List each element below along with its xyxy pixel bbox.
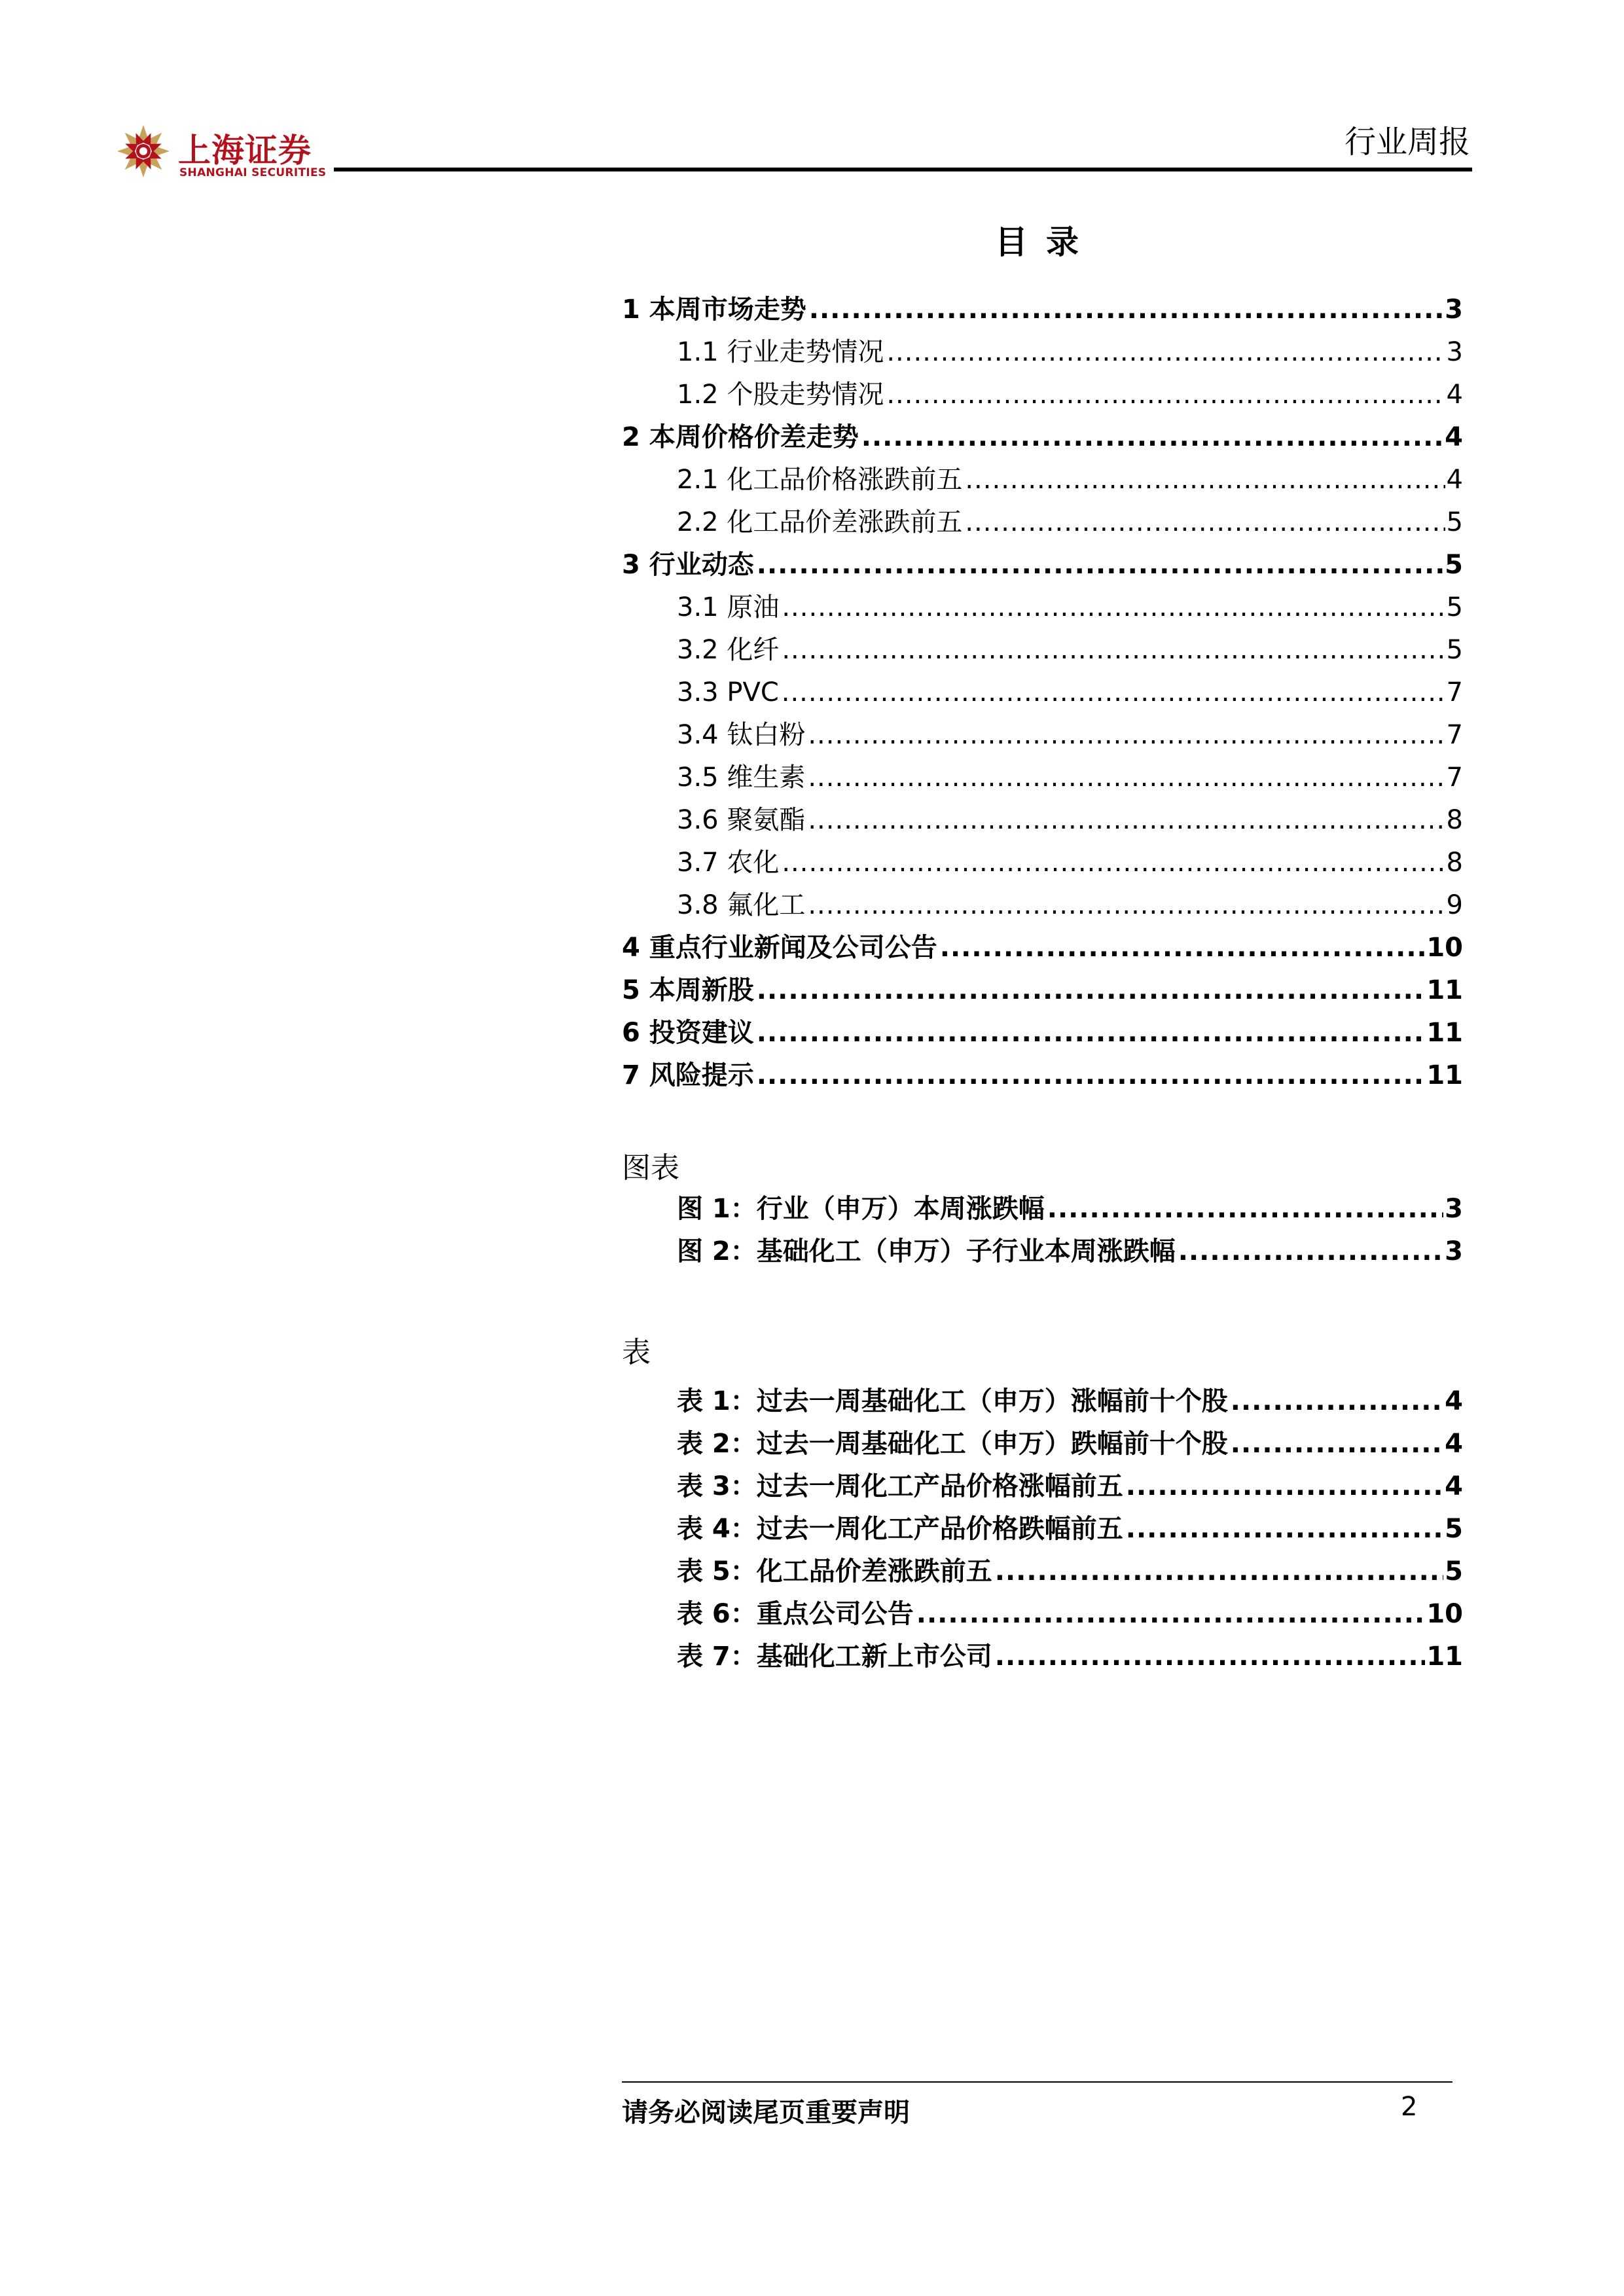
toc-item[interactable]: 3 行业动态 ..... 5 — [622, 538, 1463, 581]
page-number: 2 — [1401, 2092, 1418, 2122]
toc-item[interactable]: 3.6 聚氨酯 ..... 8 — [622, 793, 1463, 836]
tables-list — [622, 1374, 1463, 1672]
header-divider — [334, 168, 1472, 171]
company-logo — [115, 123, 327, 188]
toc-item[interactable]: 5 本周新股 ..... 11 — [622, 963, 1463, 1006]
figures-heading: 图表 — [622, 1151, 679, 1185]
footer-disclaimer: 请务必阅读尾页重要声明 — [622, 2098, 910, 2128]
document-type: 行业周报 — [1344, 124, 1470, 160]
table-item[interactable]: 表 1：过去一周基础化工（申万）涨幅前十个股 ..... 4 — [622, 1374, 1463, 1417]
toc-item[interactable]: 3.7 农化 ..... 8 — [622, 836, 1463, 878]
toc-item[interactable]: 1.1 行业走势情况 ..... 3 — [622, 325, 1463, 368]
toc-item[interactable]: 3.8 氟化工 ..... 9 — [622, 878, 1463, 921]
toc-item[interactable]: 3.2 化纤 ..... 5 — [622, 623, 1463, 666]
toc-item[interactable]: 3.1 原油 ..... 5 — [622, 581, 1463, 623]
figure-item[interactable]: 图 2：基础化工（申万）子行业本周涨跌幅 ..... 3 — [622, 1225, 1463, 1267]
toc-title: 目录 — [995, 223, 1097, 261]
table-item[interactable]: 表 2：过去一周基础化工（申万）跌幅前十个股 ..... 4 — [622, 1417, 1463, 1460]
table-item[interactable]: 表 7：基础化工新上市公司 ..... 11 — [622, 1630, 1463, 1672]
company-logo-icon — [115, 123, 171, 179]
toc-item[interactable]: 2.2 化工品价差涨跌前五 ..... 5 — [622, 495, 1463, 538]
figure-item[interactable]: 图 1：行业（申万）本周涨跌幅 ..... 3 — [622, 1182, 1463, 1225]
toc-item[interactable]: 2.1 化工品价格涨跌前五 ..... 4 — [622, 453, 1463, 495]
table-item[interactable]: 表 3：过去一周化工产品价格涨幅前五 ..... 4 — [622, 1460, 1463, 1502]
toc-item[interactable]: 4 重点行业新闻及公司公告 ..... 10 — [622, 921, 1463, 963]
toc-item[interactable]: 7 风险提示 ..... 11 — [622, 1049, 1463, 1091]
tables-heading: 表 — [622, 1336, 651, 1369]
toc-item[interactable]: 3.5 维生素 ..... 7 — [622, 751, 1463, 793]
toc-item[interactable]: 1 本周市场走势 ..... 3 — [622, 283, 1463, 325]
toc-item[interactable]: 1.2 个股走势情况 ..... 4 — [622, 368, 1463, 410]
footer-divider — [622, 2081, 1453, 2083]
toc-item[interactable]: 2 本周价格价差走势 ..... 4 — [622, 410, 1463, 453]
toc-item[interactable]: 3.3 PVC ..... 7 — [622, 666, 1463, 708]
logo-text-en: SHANGHAI SECURITIES — [179, 166, 327, 179]
table-item[interactable]: 表 6：重点公司公告 ..... 10 — [622, 1587, 1463, 1630]
toc-item[interactable]: 3.4 钛白粉 ..... 7 — [622, 708, 1463, 751]
logo-text-cn: 上海证券 — [178, 132, 312, 170]
toc-list — [622, 283, 1463, 1091]
table-item[interactable]: 表 5：化工品价差涨跌前五 ..... 5 — [622, 1545, 1463, 1587]
table-item[interactable]: 表 4：过去一周化工产品价格跌幅前五 ..... 5 — [622, 1502, 1463, 1545]
toc-item[interactable]: 6 投资建议 ..... 11 — [622, 1006, 1463, 1049]
figures-list — [622, 1182, 1463, 1267]
